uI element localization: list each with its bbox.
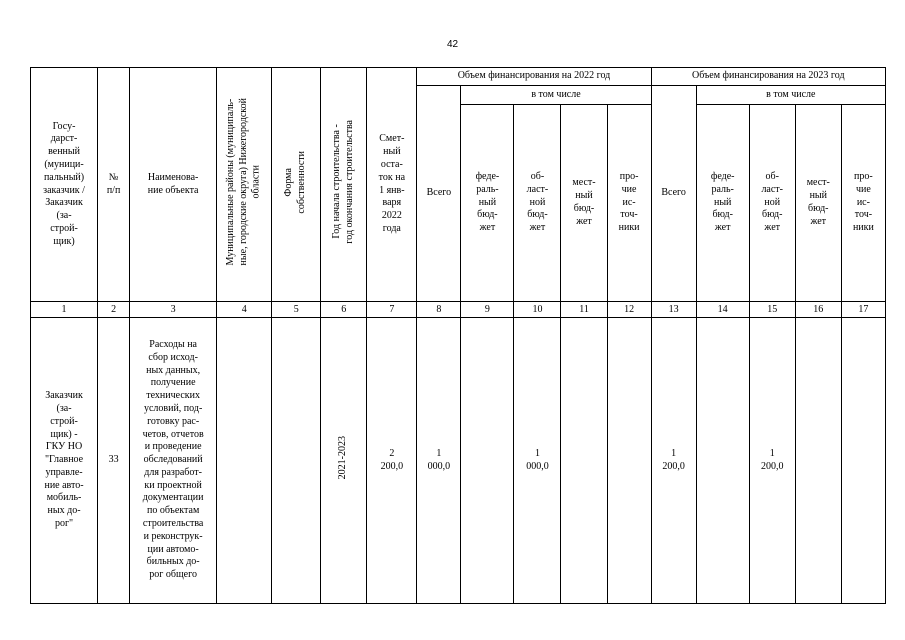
column-number: 3 (130, 302, 217, 318)
row-local-2023 (795, 318, 841, 604)
header-including-2023: в том числе (696, 86, 885, 105)
column-number: 13 (651, 302, 696, 318)
header-local-2022: мест- ный бюд- жет (561, 105, 607, 302)
row-years-text: 2021-2023 (337, 436, 349, 480)
header-ownership-text: Форма собственности (283, 150, 308, 214)
column-number: 14 (696, 302, 749, 318)
header-local-2023: мест- ный бюд- жет (795, 105, 841, 302)
header-regional-2023: об- ласт- ной бюд- жет (749, 105, 795, 302)
header-ownership (272, 68, 321, 302)
header-other-2023: про- чие ис- точ- ники (841, 105, 885, 302)
header-years (321, 68, 367, 302)
row-remaining: 2 200,0 (367, 318, 417, 604)
row-total-2023: 1 200,0 (651, 318, 696, 604)
header-financing-2023: Объем финансирования на 2023 год (651, 68, 885, 86)
header-total-2023: Всего (651, 86, 696, 302)
column-number: 17 (841, 302, 885, 318)
row-regional-2023: 1 200,0 (749, 318, 795, 604)
column-number: 2 (98, 302, 130, 318)
column-number: 16 (795, 302, 841, 318)
header-federal-2023: феде- раль- ный бюд- жет (696, 105, 749, 302)
column-number: 12 (607, 302, 651, 318)
header-other-2022: про- чие ис- точ- ники (607, 105, 651, 302)
row-ownership (272, 318, 321, 604)
header-including-2022: в том числе (461, 86, 651, 105)
financing-table (30, 67, 886, 604)
column-number: 8 (417, 302, 461, 318)
row-other-2022 (607, 318, 651, 604)
column-number: 4 (217, 302, 272, 318)
table-row (31, 318, 886, 604)
row-regional-2022: 1 000,0 (514, 318, 561, 604)
header-remaining: Смет- ный оста- ток на 1 янв- варя 2022 года (367, 68, 417, 302)
row-customer: Заказчик (за- строй- щик) - ГКУ НО "Главное управле- ние авто- мобиль- ных до- рог" (31, 318, 98, 604)
column-numbers-row (31, 302, 886, 318)
header-num: № п/п (98, 68, 130, 302)
column-number: 11 (561, 302, 607, 318)
header-regional-2022: об- ласт- ной бюд- жет (514, 105, 561, 302)
column-number: 10 (514, 302, 561, 318)
column-number: 6 (321, 302, 367, 318)
row-total-2022: 1 000,0 (417, 318, 461, 604)
row-other-2023 (841, 318, 885, 604)
row-years (321, 318, 367, 604)
column-number: 7 (367, 302, 417, 318)
header-years-text: Год начала строительства - год окончания строительства (330, 120, 355, 244)
row-municipality (217, 318, 272, 604)
column-number: 15 (749, 302, 795, 318)
header-financing-2022: Объем финансирования на 2022 год (417, 68, 651, 86)
header-municipality (217, 68, 272, 302)
header-federal-2022: феде- раль- ный бюд- жет (461, 105, 514, 302)
header-object-name: Наименова- ние объекта (130, 68, 217, 302)
row-federal-2023 (696, 318, 749, 604)
header-municipality-text: Муниципальные районы (муниципаль- ные, городские округа) Нижегородской области (225, 98, 262, 266)
header-customer: Госу- дарст- венный (муници- пальный) заказчик / Заказчик (за- строй- щик) (31, 68, 98, 302)
column-number: 1 (31, 302, 98, 318)
header-row-1 (31, 68, 886, 86)
page-number: 42 (446, 39, 459, 50)
row-number: 33 (98, 318, 130, 604)
header-total-2022: Всего (417, 86, 461, 302)
column-number: 5 (272, 302, 321, 318)
row-federal-2022 (461, 318, 514, 604)
column-number: 9 (461, 302, 514, 318)
row-object-name: Расходы на сбор исход- ных данных, получение технических условий, под- готовку рас- четов, отчетов и проведение обследований для разработ- ки проектной документации по объектам строительства и реконструк- ции автомо- бильных до- рог общего (130, 318, 217, 604)
row-local-2022 (561, 318, 607, 604)
